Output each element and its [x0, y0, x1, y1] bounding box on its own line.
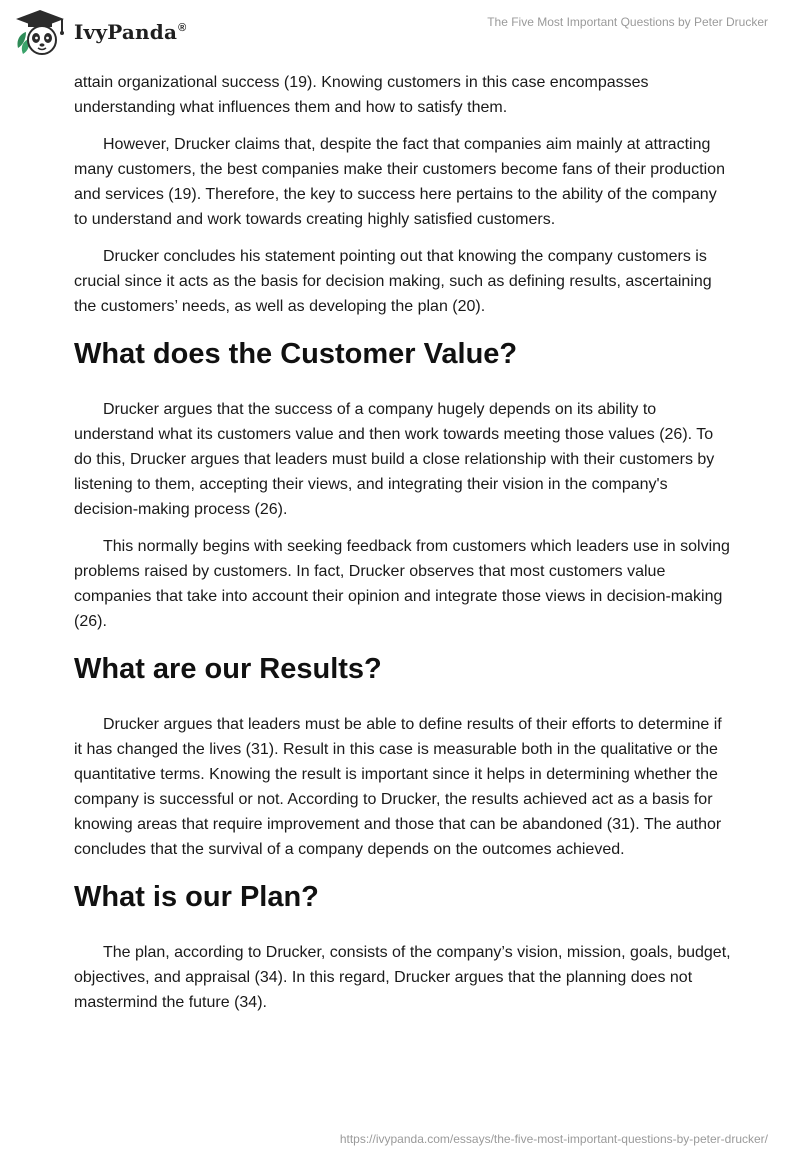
page-header	[0, 0, 800, 70]
essay-content	[74, 70, 734, 1027]
ivypanda-logo[interactable]	[14, 8, 186, 56]
paragraph: Drucker argues that leaders must be able to define results of their efforts to determine if it has changed the lives (31). Result in this case is measurable both in the qualitative or the quantitative terms. Knowing the result is important since it helps in determining whether the company is successful or not. According to Drucker, the results achieved act as a basis for knowing areas that require improvement and those that can be abandoned (31). The author concludes that the survival of a company depends on the outcomes achieved.	[74, 716, 722, 858]
logo-wordmark	[74, 20, 186, 44]
paragraph: Drucker concludes his statement pointing out that knowing the company customers is crucial since it acts as the basis for decision making, such as defining results, ascertaining the customers’ needs, as well as developing the plan (20).	[74, 248, 712, 315]
logo-text: IvyPanda	[74, 20, 178, 44]
paragraph: Drucker argues that the success of a company hugely depends on its ability to understand what its customers value and then work towards meeting those values (26). To do this, Drucker argues that leaders must build a close relationship with their customers by listening to them, accepting their views, and integrating their vision in the company's decision-making process (26).	[74, 401, 715, 518]
paragraph: However, Drucker claims that, despite the fact that companies aim mainly at attracting many customers, the best companies make their customers become fans of their production and services (19). Therefore, the key to success here pertains to the ability of the company to understand and work towards creating highly satisfied customers.	[74, 136, 725, 228]
source-url[interactable]: https://ivypanda.com/essays/the-five-most-important-questions-by-peter-drucker/	[339, 1132, 768, 1146]
section-heading-customer-value: What does the Customer Value?	[74, 338, 518, 370]
document-title: The Five Most Important Questions by Peter Drucker	[487, 15, 768, 29]
section-heading-plan: What is our Plan?	[74, 881, 319, 913]
registered-mark: ®	[178, 22, 187, 35]
paragraph: attain organizational success (19). Knowing customers in this case encompasses understanding what influences them and how to satisfy them.	[74, 74, 649, 116]
paragraph: The plan, according to Drucker, consists of the company’s vision, mission, goals, budget, objectives, and appraisal (34). In this regard, Drucker argues that the planning does not mastermind the future (34).	[74, 944, 731, 1011]
panda-graduation-cap-icon	[14, 8, 66, 56]
section-heading-results: What are our Results?	[74, 653, 382, 685]
paragraph: This normally begins with seeking feedback from customers which leaders use in solving problems raised by customers. In fact, Drucker observes that most customers value companies that take into account their opinion and integrate those views in decision-making (26).	[74, 538, 730, 630]
